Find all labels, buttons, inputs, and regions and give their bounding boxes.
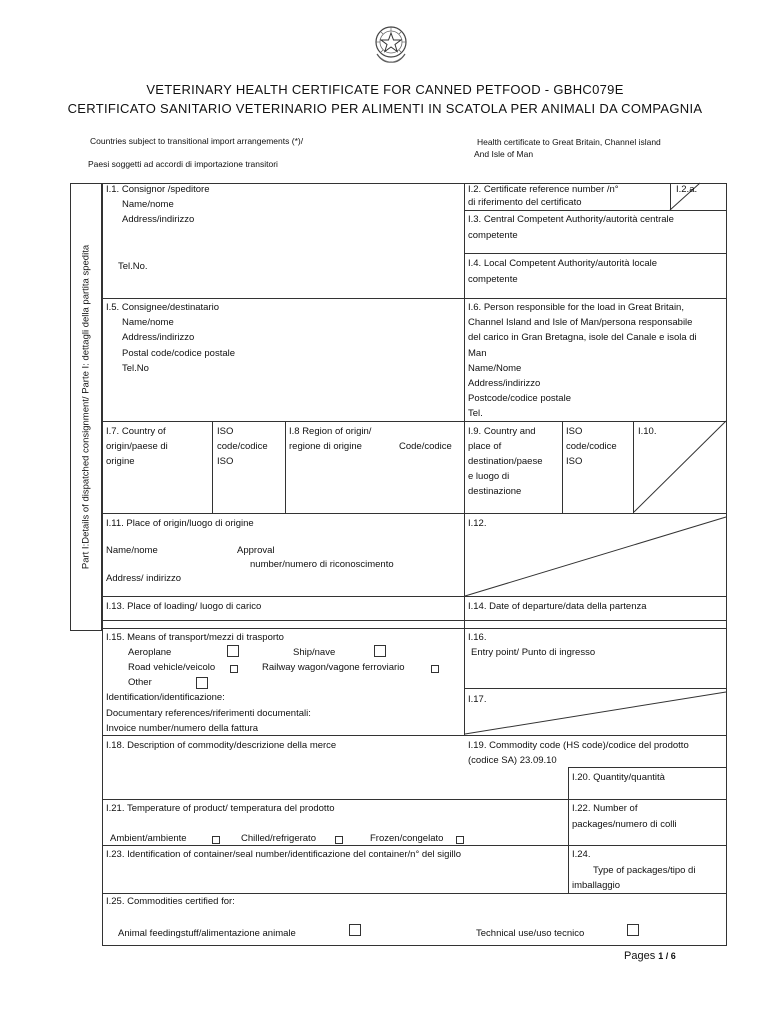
i1-tel: Tel.No. [118, 261, 148, 272]
countries-label-en: Countries subject to transitional import arrangements (*)/ [90, 136, 304, 146]
i8-code: Code/codice [399, 441, 452, 452]
i6-line: I.6. Person responsible for the load in Great Britain, [468, 302, 684, 313]
i6-line: Postcode/codice postale [468, 393, 571, 404]
i6-line: del carico in Gran Bretagna, isole del Canale e isola di [468, 332, 697, 343]
part-one-side-label: Part I:Details of dispatched consignment/ Parte I: dettagli della partita spedita [80, 244, 92, 570]
i6-line: Address/indirizzo [468, 378, 541, 389]
i2a-label: I.2.a. [676, 184, 698, 195]
i15-aeroplane: Aeroplane [128, 647, 172, 658]
i3-line-2: competente [468, 230, 518, 241]
i6-line: Channel Island and Isle of Man/persona responsabile [468, 317, 693, 328]
i15-other: Other [128, 677, 152, 688]
road-checkbox[interactable] [230, 665, 238, 673]
i7-line: I.7. Country of [106, 426, 166, 437]
rail-checkbox[interactable] [431, 665, 439, 673]
i21-chilled: Chilled/refrigerato [241, 833, 316, 844]
i7-line: origine [106, 456, 135, 467]
i11-address: Address/ indirizzo [106, 573, 181, 584]
iso-b-line: ISO [566, 456, 583, 467]
i14-label: I.14. Date of departure/data della partenza [468, 601, 647, 612]
i5-title: I.5. Consignee/destinatario [106, 302, 220, 313]
title-english: VETERINARY HEALTH CERTIFICATE FOR CANNED PETFOOD - GBHC079E [146, 82, 624, 97]
page-number: 1 / 6 [658, 951, 676, 961]
i23-label: I.23. Identification of container/seal number/identificazione del container/n° del sigillo [106, 849, 461, 860]
i15-title: I.15. Means of transport/mezzi di trasporto [106, 632, 284, 643]
i6-line: Name/Nome [468, 363, 522, 374]
i1-title: I.1. Consignor /speditore [106, 184, 210, 195]
i24-imballaggio: imballaggio [572, 880, 621, 891]
i15-ident: Identification/identificazione: [106, 692, 225, 703]
i10-label: I.10. [638, 426, 657, 437]
i5-name: Name/nome [122, 317, 174, 328]
ship-checkbox[interactable] [374, 645, 386, 657]
i9-line: destination/paese [468, 456, 543, 467]
i19-line-1: I.19. Commodity code (HS code)/codice del prodotto [468, 740, 689, 751]
i15-road: Road vehicle/veicolo [128, 662, 216, 673]
iso-a-line: ISO [217, 426, 234, 437]
i11-number: number/numero di riconoscimento [250, 559, 394, 570]
i3-line-1: I.3. Central Competent Authority/autorità centrale [468, 214, 674, 225]
i18-label: I.18. Description of commodity/descrizione della merce [106, 740, 337, 751]
i8-line: I.8 Region of origin/ [289, 426, 372, 437]
frozen-checkbox[interactable] [456, 836, 464, 844]
iso-a-line: code/codice [217, 441, 268, 452]
page-indicator [624, 950, 676, 962]
i4-line-2: competente [468, 274, 518, 285]
i7-line: origin/paese di [106, 441, 168, 452]
aeroplane-checkbox[interactable] [227, 645, 239, 657]
i15-ship: Ship/nave [293, 647, 336, 658]
i19-line-2: (codice SA) 23.09.10 [468, 755, 557, 766]
i5-postal: Postal code/codice postale [122, 348, 236, 359]
i21-frozen: Frozen/congelato [370, 833, 444, 844]
i22-line-2: packages/numero di colli [572, 819, 677, 830]
other-checkbox[interactable] [196, 677, 208, 689]
i6-line: Tel. [468, 408, 483, 419]
i11-name: Name/nome [106, 545, 158, 556]
i21-ambient: Ambient/ambiente [110, 833, 187, 844]
i21-label: I.21. Temperature of product/ temperatura del prodotto [106, 803, 335, 814]
i25-tech: Technical use/uso tecnico [476, 928, 585, 939]
i5-address: Address/indirizzo [122, 332, 195, 343]
i2-title: I.2. Certificate reference number /n° [468, 184, 619, 195]
health-cert-line-1: Health certificate to Great Britain, Channel island [477, 137, 661, 147]
i6-line: Man [468, 348, 487, 359]
i11-title: I.11. Place of origin/luogo di origine [106, 518, 254, 529]
i15-docs: Documentary references/riferimenti documentali: [106, 708, 311, 719]
i2-sub: di riferimento del certificato [468, 197, 582, 208]
iso-a-line: ISO [217, 456, 234, 467]
animal-feed-checkbox[interactable] [349, 924, 361, 936]
iso-b-line: ISO [566, 426, 583, 437]
i22-line-1: I.22. Number of [572, 803, 638, 814]
i16-entry: Entry point/ Punto di ingresso [471, 647, 596, 658]
iso-b-line: code/codice [566, 441, 617, 452]
i17-label: I.17. [468, 694, 487, 705]
i24-label: I.24. [572, 849, 591, 860]
i12-label: I.12. [468, 518, 487, 529]
i16-label: I.16. [468, 632, 487, 643]
i15-invoice: Invoice number/numero della fattura [106, 723, 259, 734]
i1-name: Name/nome [122, 199, 174, 210]
i8-line: regione di origine [289, 441, 362, 452]
i20-label: I.20. Quantity/quantità [572, 772, 665, 783]
i5-tel: Tel.No [122, 363, 149, 374]
i11-approval: Approval [237, 545, 275, 556]
i13-label: I.13. Place of loading/ luogo di carico [106, 601, 262, 612]
i9-line: destinazione [468, 486, 522, 497]
chilled-checkbox[interactable] [335, 836, 343, 844]
pages-label: Pages [624, 950, 656, 962]
i9-line: I.9. Country and [468, 426, 536, 437]
i9-line: e luogo di [468, 471, 510, 482]
i25-animal: Animal feedingstuff/alimentazione animale [118, 928, 296, 939]
health-cert-line-2: And Isle of Man [474, 149, 534, 159]
ambient-checkbox[interactable] [212, 836, 220, 844]
countries-label-it: Paesi soggetti ad accordi di importazione transitori [88, 159, 278, 169]
i24-type: Type of packages/tipo di [593, 865, 696, 876]
i4-line-1: I.4. Local Competent Authority/autorità locale [468, 258, 658, 269]
i25-label: I.25. Commodities certified for: [106, 896, 235, 907]
technical-use-checkbox[interactable] [627, 924, 639, 936]
title-italian: CERTIFICATO SANITARIO VETERINARIO PER ALIMENTI IN SCATOLA PER ANIMALI DA COMPAGNIA [67, 101, 703, 116]
i1-address: Address/indirizzo [122, 214, 195, 225]
i9-line: place of [468, 441, 502, 452]
i15-rail: Railway wagon/vagone ferroviario [262, 662, 405, 673]
